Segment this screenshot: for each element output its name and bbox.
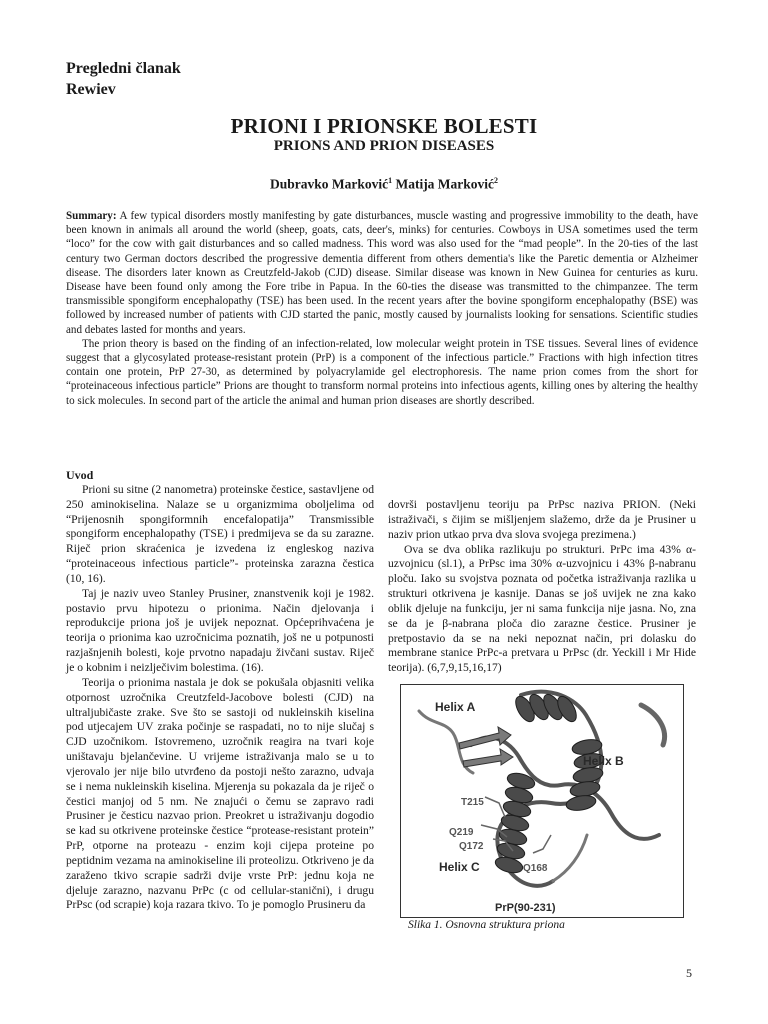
- prion-ribbon-diagram: [401, 685, 683, 917]
- page-number: 5: [686, 966, 692, 980]
- figure-protein-label: PrP(90-231): [495, 902, 556, 914]
- author-name: Matija Marković: [395, 176, 495, 192]
- abstract-text: A few typical disorders mostly manifesting by gate disturbances, muscle wasting and progressive immobility to the death, have been known in animals all around the world (sheep, goats, cats, deer's, minks) for centuries. Cowboys in USA sometimes used the term “loco” for the cow with gait disturbances and so called madness. This word was also used for the “mad people”. In the 20-ties of the last century two German doctors described the progressive dementia different from others dementia's like the Paretic dementia or Alzheimer disease. The disorders later known as Creutzfeld-Jakob (CJD) disease. Similar disease was known in New Guinea for centuries as kuru. Disease have been found only among the Fore tribe in Papua. In the 60-ties the disease was transmitted to the chimpanzee. The term transmissible spongiform encephalopathy (TSE) has been used. In the recent years after the bovine spongiform encephalopathy (BSE) was followed by increased number of patients with CJD started the panic, mostly caused by journalists looking for sensations. Scientific studies and debates lasted for months and years.: [66, 210, 698, 336]
- body-column-left: [66, 468, 374, 913]
- author-affiliation-mark: 2: [494, 176, 499, 185]
- author-affiliation-mark: 1: [388, 176, 393, 185]
- q168-label: Q168: [523, 863, 548, 874]
- abstract-label: Summary:: [66, 210, 117, 222]
- helix-c-label: Helix C: [439, 860, 480, 874]
- article-subtitle: PRIONS AND PRION DISEASES: [273, 138, 495, 154]
- author-name: Dubravko Marković: [269, 176, 389, 192]
- helix-b-coils: [565, 738, 605, 813]
- body-paragraph: dovrši postavljenu teoriju pa PrPsc naziva PRION. (Neki istraživači, s čijim se mišljenjem slažemo, drže da je Prusiner u naziv prion utkao prva dva slova svojega prezimena.): [388, 498, 696, 541]
- helix-b-label: Helix B: [583, 754, 624, 768]
- abstract-paragraph: The prion theory is based on the finding of an infection-related, low molecular weight protein in TSE tissues. Several lines of evidence suggest that a glycosylated protease-resistant protein (PrP) is a component of the infectious particle.” Fractions with high infection titres contain one protein, PrP 27-30, as determined by polyacrylamide gel electrophoresis. The name prion comes from the short for “proteinaceous infectious particle” Prions are thought to transform normal proteins into infectious agents, killing ones by altering the healthy to sick molecules. In second part of the article the animal and human prion diseases are shortly described.: [66, 337, 698, 407]
- body-paragraph: Taj je naziv uveo Stanley Prusiner, znanstvenik koji je 1982. postavio prvu hipotezu o prionima. Način djelovanja i reprodukcije priona još je uvijek nepoznat. Općeprihvaćena je teorija o prionima kao uzročnicima poznatih, još ne u potpunosti razjašnjenih bolesti, koje prvotno napadaju živčani sustav. Riječ je o kobnim i neizlječivim bolestima. (16).: [66, 586, 374, 674]
- section-heading: Uvod: [66, 468, 94, 482]
- helix-a-label: Helix A: [435, 700, 476, 714]
- t215-label: T215: [461, 797, 484, 808]
- article-title: PRIONI I PRIONSKE BOLESTI: [230, 114, 538, 138]
- body-paragraph: Teorija o prionima nastala je dok se pokušala objasniti velika otpornost uzročnika Creutzfeld-Jacobove bolesti (CJD) na ultraljubičaste zrake. Sve što se sastoji od nukleinskih kiselina pod utjecajem UV zraka počinje se raspadati, no to nije slučaj s CJD uzočnikom. Istovremeno, uzročnik reagira na tvari koje uništavaju bjelančevine. U vrijeme istraživanja malo se u to vjerovalo jer nije bilo utvrđeno da postoji nešto zarazno, udvaja se i nema nukleinskih kiselina. Mjerenja su pokazala da je riječ o čestici manjoj od 5 nm. Ne znajući o čemu se zapravo radi Prusiner je česticu nazvao prion. Preokret u istraživanju dogodio se kad su otkrivene proteinske čestice “protease-resistant protein” PrP, otporne na proteazu - enzim koji cijepa proteine po peptidnim vezama na aminokiseline ili proteolizu. Otkriveno je da zaraženo tkivo scrapie sadrži dvije vrste PrP: jednu koja ne djeluje zarazno, nazvanu PrPc (c od cellular-stanični), i drugu PrPsc (od scrapie) koja razara tkivo. To je pomoglo Prusineru da: [66, 675, 374, 912]
- helix-a-coils: [512, 691, 580, 724]
- abstract: [66, 209, 698, 408]
- protein-backbone: [419, 692, 665, 886]
- body-paragraph: Ova se dva oblika razlikuju po strukturi. PrPc ima 43% α-uzvojnicu (sl.1), a PrPsc ima 30% α-uzvojnicu i 43% β-nabranu ploču. Iako su svojstva poznata od početka istraživanja razlika u strukturi otkrivena je kasnije. Danas se još uvijek ne zna kako oblik djeluje na funkciju, jer ni sama funkcija nije jasna. No, zna se da je β-nabrana ploča dio zarazne čestice. Prusiner je pretpostavio da se na neki nepoznat način, pri dolasku do membrane stanice PrPc-a pretvara u PrPsc (dr. Yeckill i Mr Hide teorija). (6,7,9,15,16,17): [388, 542, 696, 675]
- category-croatian: Pregledni članak: [66, 60, 181, 77]
- category-english: Rewiev: [66, 81, 116, 98]
- article-category: [66, 58, 181, 100]
- q219-label: Q219: [449, 827, 474, 838]
- abstract-paragraph: [66, 209, 698, 337]
- prion-structure-figure: [400, 684, 684, 918]
- q172-label: Q172: [459, 841, 484, 852]
- author-line: [0, 176, 768, 193]
- body-column-right: [388, 498, 696, 676]
- figure-caption: Slika 1. Osnovna struktura priona: [408, 919, 565, 931]
- beta-strands: [459, 727, 513, 767]
- body-paragraph: Prioni su sitne (2 nanometra) proteinske čestice, sastavljene od 250 aminokiselina. Nalaze se u organizmima oboljelima od “Prijenosnih spongiformnih encefalopatija” Transmissible spongiform encephalopathy (TSE) i predmijeva se da su zarazne. Riječ prion skraćenica je izvedena iz engleskog naziva “proteinaceous infectious particle”- proteinska zarazna čestica (10, 16).: [66, 482, 374, 585]
